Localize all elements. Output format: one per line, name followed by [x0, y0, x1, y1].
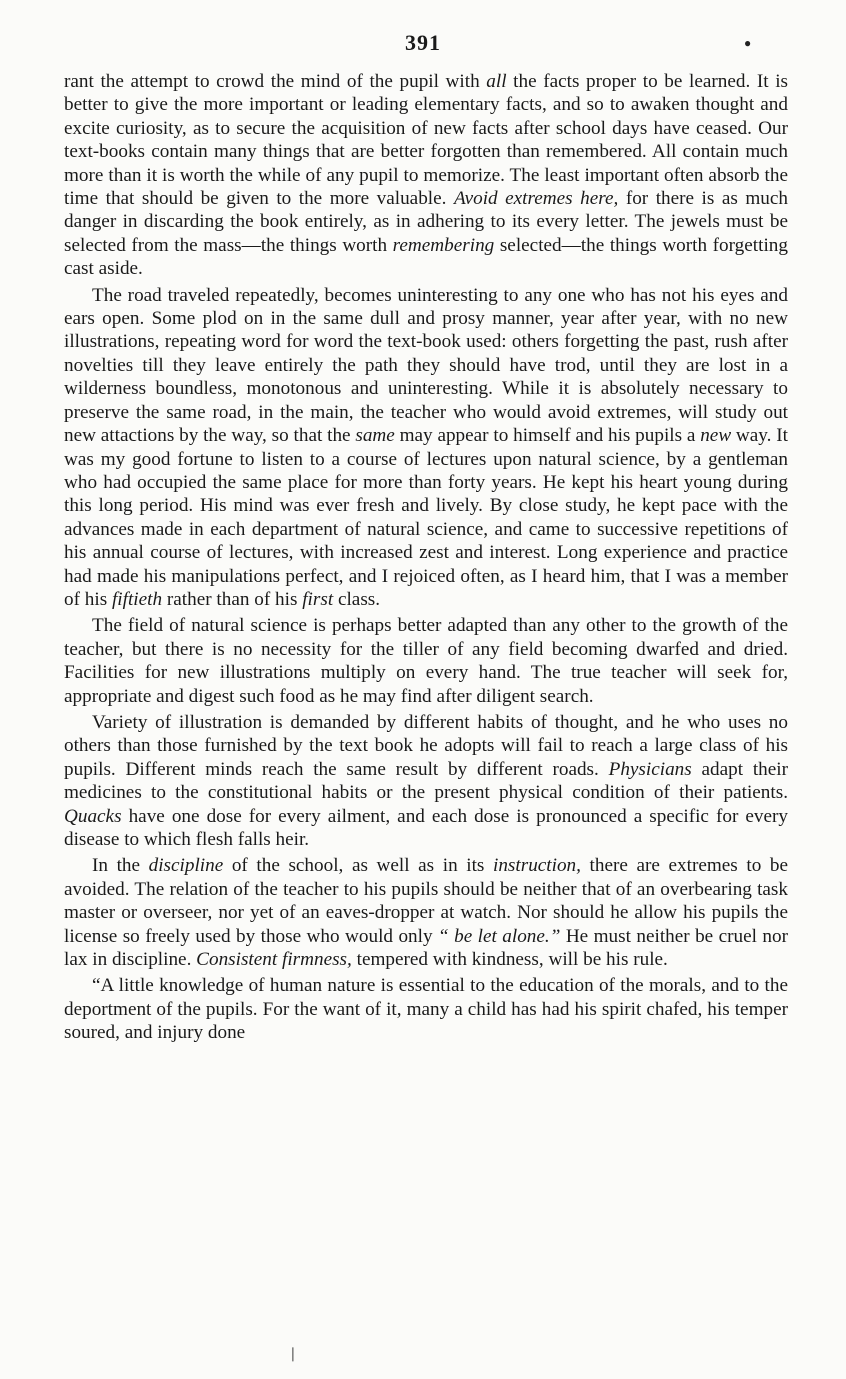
text-run: He must neither be cruel nor lax in discipline.	[64, 925, 788, 971]
paragraph	[64, 614, 788, 708]
italic-run: remembering	[392, 234, 495, 256]
text-run: “A little knowledge of human nature is essential to the education of the morals, and to the deportment of the pupils. For the want of it, many a child has had his spirit chafed, his temper soured, and injury done	[64, 975, 788, 1044]
ink-dot-mark: ●	[744, 36, 752, 50]
text-run: may appear to himself and his pupils a	[394, 425, 701, 447]
text-run: In the	[92, 855, 149, 877]
text-run: selected—the things worth forgetting cast aside.	[64, 234, 788, 280]
italic-run: discipline	[148, 855, 224, 877]
italic-run: Quacks	[64, 805, 122, 827]
paragraph	[64, 711, 788, 851]
page-number: 391	[405, 30, 441, 55]
text-run: tempered with kindness, will be his rule.	[351, 949, 668, 971]
paragraph	[64, 284, 788, 612]
italic-run: new	[700, 425, 732, 447]
text-run: class.	[333, 588, 381, 610]
text-run: the facts proper to be learned. It is better to give the more important or leading elementary facts, and so to awaken thought and excite curiosity, as to secure the acquisition of new facts after school days have ceased. Our text-books contain many things that are better forgotten than remembered. All contain much more than it is worth the while of any pupil to memorize. The least important often absorb the time that should be given to the more valuable.	[64, 71, 789, 210]
italic-run: Consistent firmness,	[196, 949, 352, 971]
body-text	[64, 70, 788, 1048]
text-run: Variety of illustration is demanded by different habits of thought, and he who uses no others than those furnished by the text book he adopts will fail to reach a large class of his pupils. Different minds reach the same result by different roads.	[64, 711, 788, 780]
ink-smudge-mark: ❘	[287, 1347, 299, 1362]
paragraph	[64, 854, 788, 971]
text-run: of the school, as well as in its	[223, 855, 493, 877]
italic-run: “ be let alone.”	[438, 925, 561, 947]
text-run: way. It was my good fortune to listen to a course of lectures upon natural science, by a gentleman who had occupied the same place for more than forty years. He kept his heart young during this long period. His mind was ever fresh and lively. By close study, he kept pace with the advances made in each department of natural science, and came to successive repetitions of his annual course of lectures, with increased zest and interest. Long experience and practice had made his manipulations perfect, and I rejoiced often, as I heard him, that I was a member of his	[64, 425, 788, 610]
text-run: The field of natural science is perhaps better adapted than any other to the growth of the teacher, but there is no necessity for the tiller of any field becoming dwarfed and dried. Facilities for new illustrations multiply on every hand. The true teacher will seek for, appropriate and digest such food as he may find after diligent search.	[64, 615, 788, 707]
text-run: rant the attempt to crowd the mind of the pupil with	[64, 71, 487, 92]
italic-run: first	[302, 588, 334, 610]
italic-run: fiftieth	[111, 588, 163, 610]
text-run: The road traveled repeatedly, becomes uninteresting to any one who has not his eyes and ears open. Some plod on in the same dull and prosy manner, year after year, with no new illustrations, repeating word for word the text-book used: others forgetting the past, rush after novelties till they leave entirely the path they should have trod, until they are lost in a wilderness boundless, monotonous and uninteresting. While it is absolutely necessary to preserve the same road, in the main, the teacher who would avoid extremes, will study out new attactions by the way, so that the	[64, 284, 788, 447]
paragraph	[64, 974, 788, 1044]
italic-run: Avoid extremes here,	[453, 188, 619, 210]
text-run: have one dose for every ailment, and each dose is pronounced a specific for every disease to which flesh falls heir.	[64, 805, 788, 850]
italic-run: all	[486, 71, 507, 92]
text-run: adapt their medicines to the constitutional habits or the present physical condition of their patients.	[64, 758, 788, 804]
text-run: for there is as much danger in discarding the book entirely, as in adhering to its every letter. The jewels must be selected from the mass—the things worth	[64, 188, 788, 256]
italic-run: Physicians	[608, 758, 692, 780]
italic-run: same	[355, 425, 395, 447]
text-run: there are extremes to be avoided. The relation of the teacher to his pupils should be neither that of an overbearing task master or overseer, nor yet of an eaves-dropper at watch. Nor should he allow his pupils the license so freely used by those who would only	[64, 855, 789, 947]
italic-run: instruction,	[493, 855, 581, 877]
text-run: rather than of his	[162, 588, 303, 610]
paragraph	[64, 70, 788, 281]
